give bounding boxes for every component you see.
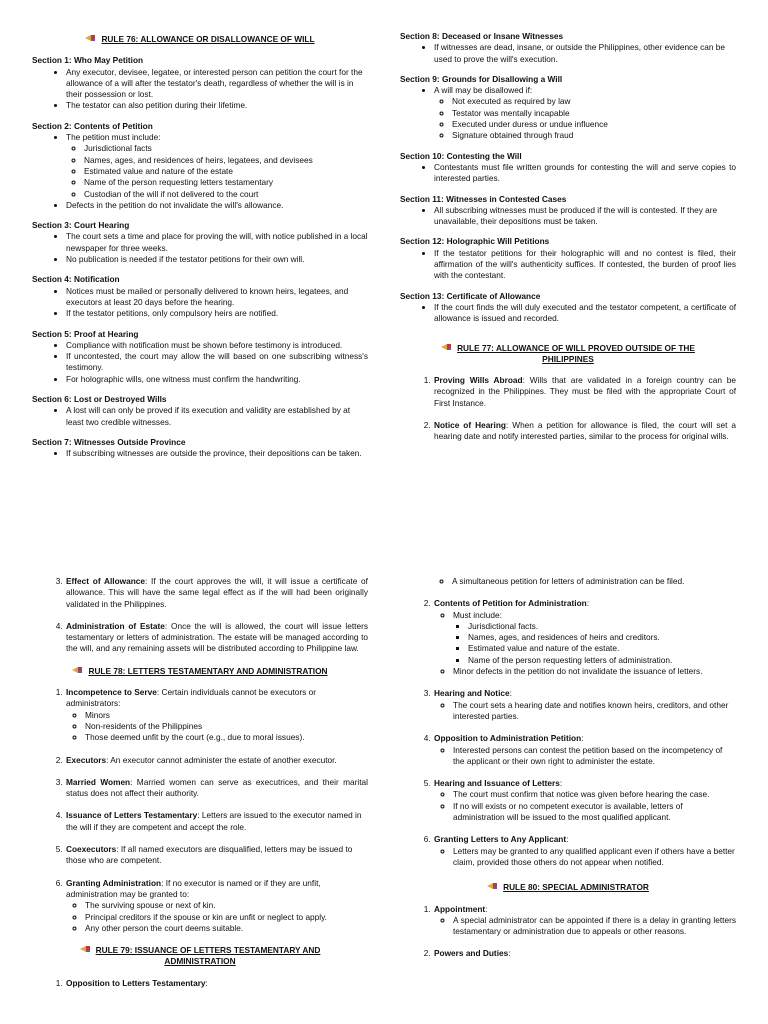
section-title: Section 9: Grounds for Disallowing a Will [400, 73, 563, 84]
sub-list-item: ◦ Testator was mentally incapable [452, 108, 736, 119]
rule-76-title: RULE 76: ALLOWANCE OR DISALLOWANCE OF WILL [32, 34, 368, 45]
list-item: • A will may be disallowed if: ◦ Not executed as required by law ◦ Testator was mentally incapable ◦ Executed under duress or undue influence ◦ Signature obtained through fraud [434, 85, 736, 141]
sub-list-item: ◦ Name of the person requesting letters testamentary [84, 177, 368, 188]
list-item: • The court sets a time and place for proving the will, with notice published in a local newspaper for three weeks. [66, 231, 368, 254]
bottom-right-column [400, 576, 736, 971]
sub-list-item: ◦ Letters may be granted to any qualified applicant even if others have a better claim, provided those others do not appear when notified. [453, 846, 736, 869]
section-5 [32, 329, 368, 385]
rule-79-list-cont [400, 598, 736, 868]
sub-list-item: ◦ The surviving spouse or next of kin. [85, 900, 368, 911]
section-7 [32, 437, 368, 460]
list-item: • Notices must be mailed or personally delivered to known heirs, legatees, and executors at least 20 days before the hearing. [66, 286, 368, 309]
list-item: 4. Administration of Estate: Once the will is allowed, the court will issue letters testamentary or letters of administration. The estate will be managed according to the will, and any remaining assets will be distributed according to Philippine law. [65, 621, 368, 655]
bottom-left-column [32, 576, 368, 1000]
rule-bullet-icon [80, 945, 91, 954]
rule-bullet-icon [85, 34, 96, 43]
list-item: 1. Proving Wills Abroad: Wills that are validated in a foreign country can be recognized in the Philippines. They must be filed with the appropriate Court of First Instance. [433, 375, 736, 409]
section-13 [400, 291, 736, 325]
list-item: 1. Appointment: ◦ A special administrator can be appointed if there is a delay in granting letters testamentary or administration due to appeals or other reasons. [433, 904, 736, 938]
sub-list-item: ◦ Those deemed unfit by the court (e.g., due to moral issues). [85, 732, 368, 743]
section-4 [32, 274, 368, 319]
list-item: 2. Executors: An executor cannot administer the estate of another executor. [65, 755, 368, 766]
list-item: • If uncontested, the court may allow the will based on one subscribing witness's testimony. [66, 351, 368, 374]
list-item: • The testator can also petition during their lifetime. [66, 100, 368, 111]
sub-list-item: ◦ Custodian of the will if not delivered to the court [84, 189, 368, 200]
list-item: 5. Coexecutors: If all named executors are disqualified, letters may be issued to those who are competent. [65, 844, 368, 867]
sub-list-item: ◦ Jurisdictional facts [84, 143, 368, 154]
rule-80-list [400, 904, 736, 960]
list-item: 2. Powers and Duties: [433, 948, 736, 959]
section-title: Section 10: Contesting the Will [400, 150, 522, 161]
list-item: 3. Married Women: Married women can serve as executrices, and their marital status does not affect their authority. [65, 777, 368, 800]
sub-list-item: ◦ Names, ages, and residences of heirs, legatees, and devisees [84, 155, 368, 166]
section-12 [400, 236, 736, 281]
list-item: 1. Opposition to Letters Testamentary: [65, 978, 368, 989]
sub-list-item: ◦ Must include: ▪ Jurisdictional facts. ▪ Names, ages, and residences of heirs and creditors. ▪ Estimated value and nature of the estate. ▪ Name of the person requesting letters of administration. [453, 610, 736, 666]
list-item: 4. Issuance of Letters Testamentary: Letters are issued to the executor named in the will if they are competent and accept the role. [65, 810, 368, 833]
section-11 [400, 194, 736, 228]
sub-list-item: ◦ A simultaneous petition for letters of administration can be filed. [452, 576, 736, 587]
sub-list-item: ◦ The court sets a hearing date and notifies known heirs, creditors, and other interested parties. [453, 700, 736, 723]
rule-79-title: RULE 79: ISSUANCE OF LETTERS TESTAMENTARY AND ADMINISTRATION [32, 945, 368, 968]
list-item: • If subscribing witnesses are outside the province, their depositions can be taken. [66, 448, 368, 459]
list-item: 2. Contents of Petition for Administration: ◦ Must include: ▪ Jurisdictional facts. ▪ Names, ages, and residences of heirs and creditors. ▪ Estimated value and nature of the estate. ▪ Name of the person requesting letters of administration. ◦ Minor defects in the petition do not invalidate the issuance of letters. [433, 598, 736, 677]
section-title: Section 7: Witnesses Outside Province [32, 436, 186, 447]
section-1 [32, 55, 368, 111]
list-item: • Contestants must file written grounds for contesting the will and serve copies to interested parties. [434, 162, 736, 185]
rule-77-list-cont [32, 576, 368, 655]
sub-sub-list-item: ▪ Name of the person requesting letters of administration. [468, 655, 736, 666]
section-title: Section 13: Certificate of Allowance [400, 290, 541, 301]
rule-77-title: RULE 77: ALLOWANCE OF WILL PROVED OUTSIDE OF THE PHILIPPINES [400, 343, 736, 366]
rule-78-title: RULE 78: LETTERS TESTAMENTARY AND ADMINISTRATION [32, 666, 368, 677]
top-right-column [400, 31, 736, 454]
list-item: • If the testator petitions for their holographic will and no contest is filed, their affirmation of the will's authenticity suffices. If contested, the burden of proof lies with the contestant. [434, 248, 736, 282]
section-2 [32, 121, 368, 211]
section-title: Section 5: Proof at Hearing [32, 328, 139, 339]
section-9 [400, 74, 736, 142]
section-8 [400, 31, 736, 65]
rule-bullet-icon [72, 666, 83, 675]
list-item: • The petition must include: ◦ Jurisdictional facts ◦ Names, ages, and residences of heirs, legatees, and devisees ◦ Estimated value and nature of the estate ◦ Name of the person requesting letters testamentary ◦ Custodian of the will if not delivered to the court [66, 132, 368, 200]
sub-list-item: ◦ Any other person the court deems suitable. [85, 923, 368, 934]
rule-77-list [400, 375, 736, 442]
list-item: 6. Granting Administration: If no executor is named or if they are unfit, administration may be granted to: ◦ The surviving spouse or next of kin. ◦ Principal creditors if the spouse or kin are unfit or neglect to apply. ◦ Any other person the court deems suitable. [65, 878, 368, 934]
sub-list-item: ◦ Minors [85, 710, 368, 721]
sub-list-item: ◦ Interested persons can contest the petition based on the incompetency of the applicant or their own right to administer the estate. [453, 745, 736, 768]
section-title: Section 11: Witnesses in Contested Cases [400, 193, 567, 204]
section-6 [32, 394, 368, 428]
sub-list-item: ◦ Non-residents of the Philippines [85, 721, 368, 732]
section-title: Section 2: Contents of Petition [32, 120, 153, 131]
section-title: Section 4: Notification [32, 274, 120, 285]
sub-sub-list-item: ▪ Jurisdictional facts. [468, 621, 736, 632]
section-3 [32, 220, 368, 265]
rule-bullet-icon [441, 343, 452, 352]
list-item: 1. Incompetence to Serve: Certain individuals cannot be executors or administrators: ◦ Minors ◦ Non-residents of the Philippines ◦ Those deemed unfit by the court (e.g., due to moral issues). [65, 687, 368, 743]
section-title: Section 8: Deceased or Insane Witnesses [400, 31, 564, 41]
sub-list-item: ◦ Signature obtained through fraud [452, 130, 736, 141]
rule-78-list [32, 687, 368, 934]
rule-79-list [32, 978, 368, 989]
list-item: • A lost will can only be proved if its execution and validity are established by at least two credible witnesses. [66, 405, 368, 428]
continued-sub-list [400, 576, 736, 587]
sub-list-item: ◦ Estimated value and nature of the estate [84, 166, 368, 177]
list-item: 5. Hearing and Issuance of Letters: ◦ The court must confirm that notice was given before hearing the case. ◦ If no will exists or no competent executor is available, letters of administration will be issued to the most qualified applicant. [433, 778, 736, 823]
list-item: • No publication is needed if the testator petitions for their own will. [66, 254, 368, 265]
list-item: • Compliance with notification must be shown before testimony is introduced. [66, 340, 368, 351]
section-title: Section 12: Holographic Will Petitions [400, 236, 550, 247]
rule-bullet-icon [487, 882, 498, 891]
list-item: 2. Notice of Hearing: When a petition for allowance is filed, the court will set a hearing date and notify interested parties, similar to the process for original wills. [433, 420, 736, 443]
sub-list-item: ◦ Principal creditors if the spouse or kin are unfit or neglect to apply. [85, 912, 368, 923]
list-item: 6. Granting Letters to Any Applicant: ◦ Letters may be granted to any qualified applicant even if others have a better claim, provided those others do not appear when notified. [433, 834, 736, 868]
sub-list-item: ◦ If no will exists or no competent executor is available, letters of administration will be issued to the most qualified applicant. [453, 801, 736, 824]
list-item: • Any executor, devisee, legatee, or interested person can petition the court for the allowance of a will after the testator's death, regardless of whether the will is in their possession or lost. [66, 67, 368, 101]
sub-list-item: ◦ Minor defects in the petition do not invalidate the issuance of letters. [453, 666, 736, 677]
list-item: • If the testator petitions, only compulsory heirs are notified. [66, 308, 368, 319]
sub-sub-list-item: ▪ Estimated value and nature of the estate. [468, 643, 736, 654]
sub-list-item: ◦ Not executed as required by law [452, 96, 736, 107]
list-item: • All subscribing witnesses must be produced if the will is contested. If they are unavailable, their depositions must be taken. [434, 205, 736, 228]
list-item: • If the court finds the will duly executed and the testator competent, a certificate of allowance is issued and recorded. [434, 302, 736, 325]
top-left-column [32, 31, 368, 469]
rule-80-title: RULE 80: SPECIAL ADMINISTRATOR [400, 882, 736, 893]
sub-list-item: ◦ The court must confirm that notice was given before hearing the case. [453, 789, 736, 800]
list-item: 3. Hearing and Notice: ◦ The court sets a hearing date and notifies known heirs, creditors, and other interested parties. [433, 688, 736, 722]
list-item: 3. Effect of Allowance: If the court approves the will, it will issue a certificate of allowance. This will have the same legal effect as if the will had been originally validated in the Philippines. [65, 576, 368, 610]
list-item: • If witnesses are dead, insane, or outside the Philippines, other evidence can be used to prove the will's execution. [434, 42, 736, 65]
list-item: • For holographic wills, one witness must confirm the handwriting. [66, 374, 368, 385]
sub-list-item: ◦ Executed under duress or undue influence [452, 119, 736, 130]
section-title: Section 3: Court Hearing [32, 220, 130, 231]
section-title: Section 6: Lost or Destroyed Wills [32, 394, 167, 405]
sub-sub-list-item: ▪ Names, ages, and residences of heirs and creditors. [468, 632, 736, 643]
section-title: Section 1: Who May Petition [32, 55, 144, 66]
list-item: • Defects in the petition do not invalidate the will's allowance. [66, 200, 368, 211]
list-item: 4. Opposition to Administration Petition: ◦ Interested persons can contest the petition based on the incompetency of the applicant or their own right to administer the estate. [433, 733, 736, 767]
section-10 [400, 151, 736, 185]
sub-list-item: ◦ A special administrator can be appointed if there is a delay in granting letters testamentary or administration due to appeals or other reasons. [453, 915, 736, 938]
